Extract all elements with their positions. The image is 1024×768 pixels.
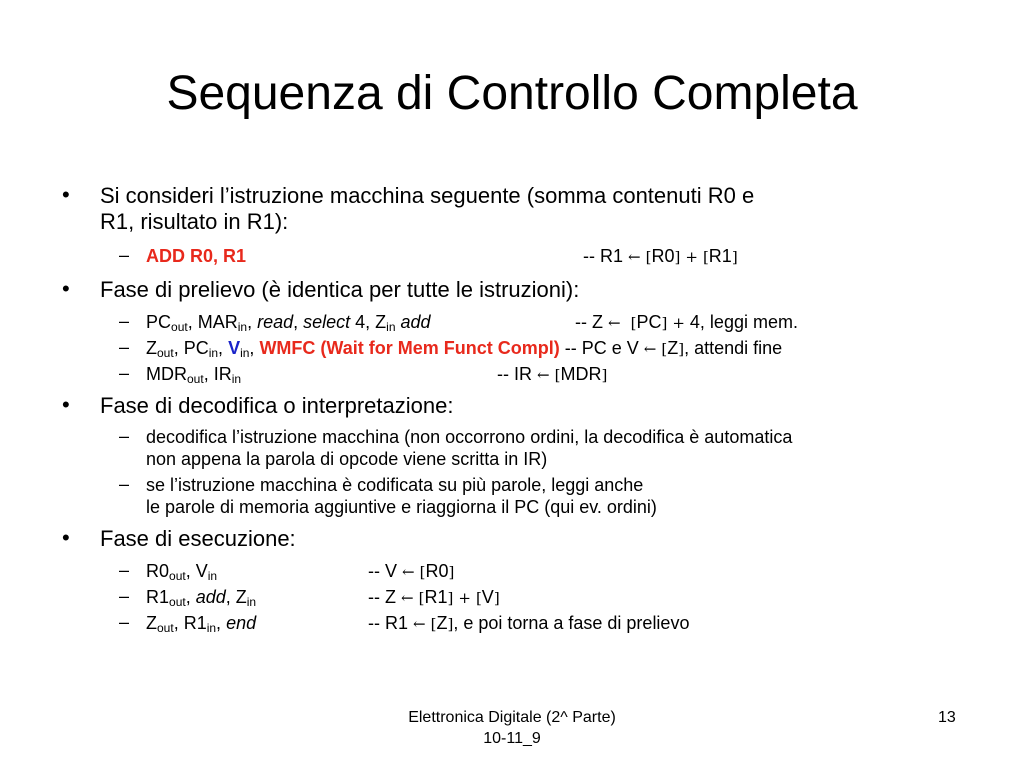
left-arrow-icon: ← bbox=[402, 563, 415, 581]
exec-step-2: $R1_{out}$, add, $Z_{in}$ bbox=[146, 587, 257, 609]
fetch-step-3-comment: -- IR ← [MDR] bbox=[497, 364, 608, 384]
exec-step-3: $Z_{out}$, $R1_{in}$, end bbox=[146, 613, 257, 635]
bullet-2-text: Fase di prelievo (è identica per tutte le istruzioni): bbox=[100, 277, 580, 302]
fetch-step-2: $Z_{out}$, $PC_{in}$, $V_{in}$, WMFC (Wait for Mem Funct Compl) -- PC e V ← [Z], attendi fine bbox=[146, 338, 783, 360]
left-arrow-icon: ← bbox=[413, 615, 426, 633]
footer-code: 10-11_9 bbox=[483, 730, 541, 747]
fetch-step-1-comment: -- Z ← [PC] + 4, leggi mem. bbox=[575, 312, 798, 332]
left-arrow-icon: ← bbox=[608, 314, 621, 332]
exec-step-2-comment: -- Z ← [R1] + [V] bbox=[368, 587, 500, 607]
left-arrow-icon: ← bbox=[537, 366, 550, 384]
bullet-marker: • bbox=[62, 525, 70, 550]
footer-course: Elettronica Digitale (2^ Parte) bbox=[408, 709, 616, 726]
slide-title: Sequenza di Controllo Completa bbox=[166, 67, 858, 120]
page-number: 13 bbox=[938, 709, 956, 726]
bullet-3-text: Fase di decodifica o interpretazione: bbox=[100, 393, 454, 418]
decode-step-1-cont: non appena la parola di opcode viene scritta in IR) bbox=[146, 449, 548, 469]
dash-marker: – bbox=[119, 363, 130, 383]
bullet-1-text: Si consideri l’istruzione macchina seguente (somma contenuti R0 e bbox=[100, 183, 755, 208]
fetch-step-3: $MDR_{out}$, $IR_{in}$ bbox=[146, 364, 242, 386]
bullet-4-text: Fase di esecuzione: bbox=[100, 526, 296, 551]
dash-marker: – bbox=[119, 586, 130, 606]
add-instruction: ADD R0, R1 bbox=[146, 246, 247, 266]
fetch-step-1: $PC_{out}$, $MAR_{in}$, read, select 4, $Z_{in}$ add bbox=[146, 312, 431, 334]
dash-marker: – bbox=[119, 612, 130, 632]
dash-marker: – bbox=[119, 560, 130, 580]
dash-marker: – bbox=[119, 337, 130, 357]
bullet-marker: • bbox=[62, 392, 70, 417]
left-arrow-icon: ← bbox=[401, 589, 414, 607]
decode-step-2-cont: le parole di memoria aggiuntive e riaggiorna il PC (qui ev. ordini) bbox=[146, 497, 657, 517]
add-comment: -- R1 ← [R0] + [R1] bbox=[583, 246, 738, 266]
left-arrow-icon: ← bbox=[628, 248, 641, 266]
bullet-marker: • bbox=[62, 276, 70, 301]
exec-step-3-comment: -- R1 ← [Z], e poi torna a fase di prelievo bbox=[368, 613, 690, 633]
dash-marker: – bbox=[119, 426, 130, 446]
dash-marker: – bbox=[119, 311, 130, 331]
exec-step-1-comment: -- V ← [R0] bbox=[368, 561, 455, 581]
exec-step-1: $R0_{out}$, $V_{in}$ bbox=[146, 561, 218, 583]
decode-step-2: se l’istruzione macchina è codificata su più parole, leggi anche bbox=[146, 475, 644, 495]
left-arrow-icon: ← bbox=[643, 340, 657, 358]
dash-marker: – bbox=[119, 474, 130, 494]
dash-marker: – bbox=[119, 245, 130, 265]
bullet-1-text-cont: R1, risultato in R1): bbox=[100, 209, 289, 234]
bullet-marker: • bbox=[62, 182, 70, 207]
decode-step-1: decodifica l’istruzione macchina (non occorrono ordini, la decodifica è automatica bbox=[146, 427, 793, 447]
